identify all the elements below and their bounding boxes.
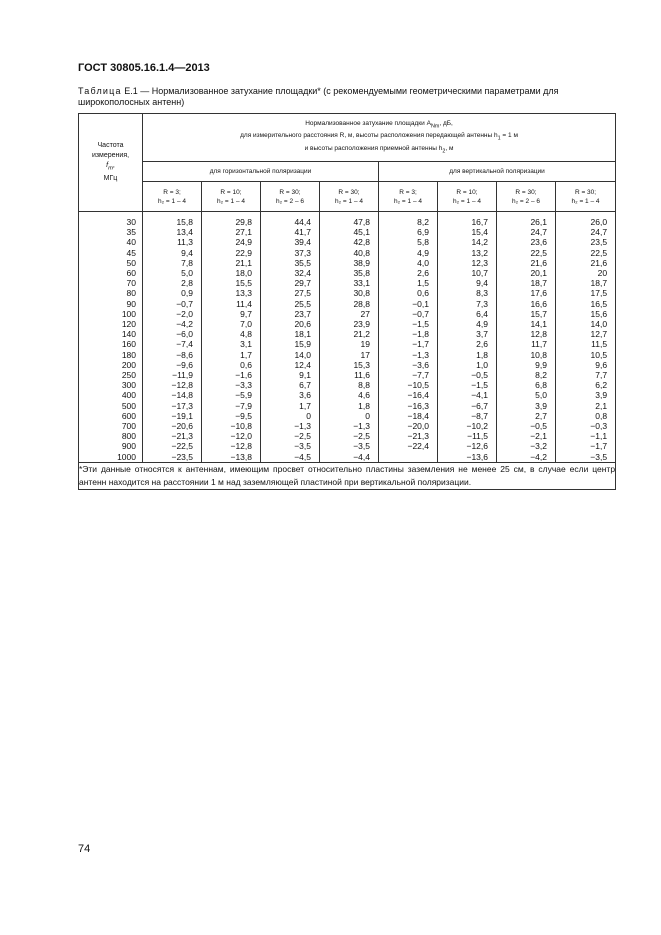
attenuation-cell: 23,9 — [320, 319, 379, 329]
attenuation-main-header: Нормализованное затухание площадки $A_{Nm}$, дБ, для измерительного расстояния R, м, высоты расположения передающей антенны $h_1 = 1$ м и высоты расположения приемной антенны $h_2$, м — [143, 114, 616, 162]
attenuation-cell: −2,1 — [497, 431, 556, 441]
attenuation-cell: 11,5 — [556, 339, 616, 349]
attenuation-cell: 41,7 — [261, 227, 320, 237]
attenuation-cell: 2,6 — [438, 339, 497, 349]
attenuation-cell: −0,5 — [438, 370, 497, 380]
attenuation-cell: 16,5 — [556, 299, 616, 309]
frequency-cell: 70 — [79, 278, 143, 288]
attenuation-cell: −19,1 — [143, 411, 202, 421]
table-row — [79, 370, 616, 380]
attenuation-cell: 4,9 — [438, 319, 497, 329]
table-row — [79, 360, 616, 370]
attenuation-cell: −6,7 — [438, 401, 497, 411]
attenuation-cell: 9,1 — [261, 370, 320, 380]
attenuation-cell: 47,8 — [320, 212, 379, 228]
attenuation-cell: 44,4 — [261, 212, 320, 228]
attenuation-cell: −18,4 — [379, 411, 438, 421]
attenuation-cell: 7,8 — [143, 258, 202, 268]
attenuation-cell: −2,5 — [320, 431, 379, 441]
attenuation-cell: −21,3 — [143, 431, 202, 441]
attenuation-cell: 15,3 — [320, 360, 379, 370]
attenuation-table — [78, 113, 616, 490]
attenuation-cell: 0 — [261, 411, 320, 421]
attenuation-cell: 16,6 — [497, 299, 556, 309]
attenuation-cell: −16,4 — [379, 390, 438, 400]
attenuation-cell: −3,5 — [320, 441, 379, 451]
attenuation-cell: 0,9 — [143, 288, 202, 298]
attenuation-cell: 16,7 — [438, 212, 497, 228]
table-row — [79, 278, 616, 288]
attenuation-cell: −3,5 — [556, 452, 616, 463]
attenuation-cell: 17,5 — [556, 288, 616, 298]
attenuation-cell: 4,0 — [379, 258, 438, 268]
attenuation-cell: −22,5 — [143, 441, 202, 451]
attenuation-cell: 15,5 — [202, 278, 261, 288]
frequency-cell: 80 — [79, 288, 143, 298]
attenuation-cell: −7,4 — [143, 339, 202, 349]
attenuation-cell: 15,6 — [556, 309, 616, 319]
attenuation-cell: −4,2 — [497, 452, 556, 463]
attenuation-cell: −12,6 — [438, 441, 497, 451]
attenuation-cell: 23,6 — [497, 237, 556, 247]
attenuation-cell: 12,4 — [261, 360, 320, 370]
attenuation-cell: 7,3 — [438, 299, 497, 309]
attenuation-cell: 14,0 — [261, 350, 320, 360]
attenuation-cell: 11,7 — [497, 339, 556, 349]
document-header: ГОСТ 30805.16.1.4—2013 — [78, 62, 210, 74]
attenuation-cell: 10,8 — [497, 350, 556, 360]
attenuation-cell — [379, 452, 438, 463]
frequency-cell: 60 — [79, 268, 143, 278]
attenuation-cell: 12,8 — [497, 329, 556, 339]
attenuation-cell: 5,0 — [143, 268, 202, 278]
attenuation-cell: 24,7 — [556, 227, 616, 237]
attenuation-cell: 8,8 — [320, 380, 379, 390]
attenuation-cell: 11,4 — [202, 299, 261, 309]
attenuation-cell: 24,7 — [497, 227, 556, 237]
attenuation-cell: 24,9 — [202, 237, 261, 247]
table-row — [79, 268, 616, 278]
attenuation-cell: −20,6 — [143, 421, 202, 431]
attenuation-cell: −0,1 — [379, 299, 438, 309]
attenuation-cell: 45,1 — [320, 227, 379, 237]
attenuation-cell: 42,8 — [320, 237, 379, 247]
frequency-cell: 90 — [79, 299, 143, 309]
table-row — [79, 329, 616, 339]
frequency-cell: 500 — [79, 401, 143, 411]
attenuation-cell: 9,4 — [143, 248, 202, 258]
attenuation-cell: 5,8 — [379, 237, 438, 247]
attenuation-cell: 8,3 — [438, 288, 497, 298]
attenuation-cell: −9,5 — [202, 411, 261, 421]
table-row — [79, 441, 616, 451]
attenuation-cell: 13,2 — [438, 248, 497, 258]
table-caption-text: Е.1 — Нормализованное затухание площадки* (с рекомендуемыми геометрическими параметрами для широкополосных антенн) — [78, 86, 559, 107]
attenuation-cell: 18,1 — [261, 329, 320, 339]
attenuation-cell: −4,5 — [261, 452, 320, 463]
attenuation-cell: 4,9 — [379, 248, 438, 258]
attenuation-cell: −17,3 — [143, 401, 202, 411]
attenuation-cell: −12,0 — [202, 431, 261, 441]
attenuation-cell: 28,8 — [320, 299, 379, 309]
attenuation-cell: −6,0 — [143, 329, 202, 339]
frequency-cell: 600 — [79, 411, 143, 421]
attenuation-cell: −16,3 — [379, 401, 438, 411]
attenuation-cell: −11,5 — [438, 431, 497, 441]
attenuation-cell: 6,4 — [438, 309, 497, 319]
attenuation-cell: 0 — [320, 411, 379, 421]
attenuation-cell: −23,5 — [143, 452, 202, 463]
attenuation-cell: 21,2 — [320, 329, 379, 339]
frequency-cell: 180 — [79, 350, 143, 360]
attenuation-cell: −4,4 — [320, 452, 379, 463]
attenuation-cell: −1,3 — [261, 421, 320, 431]
sub-column-header: R = 30; h₂ = 2 – 6 — [497, 182, 556, 212]
attenuation-cell: −11,9 — [143, 370, 202, 380]
attenuation-cell: 17 — [320, 350, 379, 360]
sub-column-header: R = 30; h₂ = 1 – 4 — [320, 182, 379, 212]
attenuation-cell: −8,7 — [438, 411, 497, 421]
attenuation-cell: 10,5 — [556, 350, 616, 360]
attenuation-cell: −0,5 — [497, 421, 556, 431]
table-row — [79, 431, 616, 441]
attenuation-cell: −8,6 — [143, 350, 202, 360]
attenuation-cell: −14,8 — [143, 390, 202, 400]
attenuation-cell: −10,8 — [202, 421, 261, 431]
attenuation-cell: 1,0 — [438, 360, 497, 370]
attenuation-cell: 11,6 — [320, 370, 379, 380]
attenuation-cell: 20,1 — [497, 268, 556, 278]
attenuation-cell: −1,3 — [320, 421, 379, 431]
attenuation-cell: 5,0 — [497, 390, 556, 400]
attenuation-cell: 1,7 — [261, 401, 320, 411]
attenuation-cell: 9,9 — [497, 360, 556, 370]
attenuation-cell: 33,1 — [320, 278, 379, 288]
attenuation-cell: 12,7 — [556, 329, 616, 339]
attenuation-cell: 27,1 — [202, 227, 261, 237]
frequency-cell: 900 — [79, 441, 143, 451]
attenuation-cell: 0,6 — [202, 360, 261, 370]
frequency-cell: 1000 — [79, 452, 143, 463]
attenuation-cell: 7,0 — [202, 319, 261, 329]
attenuation-cell: 15,8 — [143, 212, 202, 228]
attenuation-cell: −7,9 — [202, 401, 261, 411]
frequency-cell: 40 — [79, 237, 143, 247]
attenuation-cell: −3,2 — [497, 441, 556, 451]
table-caption — [78, 86, 614, 108]
attenuation-cell: −1,6 — [202, 370, 261, 380]
attenuation-cell: 15,4 — [438, 227, 497, 237]
attenuation-cell: 1,8 — [320, 401, 379, 411]
attenuation-cell: 2,6 — [379, 268, 438, 278]
table-row — [79, 339, 616, 349]
attenuation-cell: 3,9 — [556, 390, 616, 400]
sub-column-header: R = 3; h₂ = 1 – 4 — [143, 182, 202, 212]
attenuation-cell: 15,9 — [261, 339, 320, 349]
attenuation-cell: −1,7 — [556, 441, 616, 451]
frequency-cell: 140 — [79, 329, 143, 339]
attenuation-cell: 29,7 — [261, 278, 320, 288]
table-row — [79, 258, 616, 268]
attenuation-cell: 18,7 — [556, 278, 616, 288]
attenuation-cell: 8,2 — [379, 212, 438, 228]
frequency-cell: 30 — [79, 212, 143, 228]
attenuation-cell: −1,8 — [379, 329, 438, 339]
attenuation-cell: 38,9 — [320, 258, 379, 268]
table-row — [79, 390, 616, 400]
attenuation-cell: 21,6 — [556, 258, 616, 268]
attenuation-cell: 13,4 — [143, 227, 202, 237]
attenuation-cell: −21,3 — [379, 431, 438, 441]
attenuation-cell: 6,2 — [556, 380, 616, 390]
attenuation-cell: 15,7 — [497, 309, 556, 319]
attenuation-cell: 0,8 — [556, 411, 616, 421]
frequency-cell: 250 — [79, 370, 143, 380]
table-row — [79, 212, 616, 228]
attenuation-cell: 35,5 — [261, 258, 320, 268]
attenuation-cell: 2,1 — [556, 401, 616, 411]
attenuation-cell: 0,6 — [379, 288, 438, 298]
sub-column-header: R = 3; h₂ = 1 – 4 — [379, 182, 438, 212]
sub-column-header: R = 10; h₂ = 1 – 4 — [438, 182, 497, 212]
attenuation-cell: 20,6 — [261, 319, 320, 329]
attenuation-cell: 9,4 — [438, 278, 497, 288]
attenuation-cell: 2,8 — [143, 278, 202, 288]
table-row — [79, 380, 616, 390]
attenuation-cell: 19 — [320, 339, 379, 349]
attenuation-cell: 1,7 — [202, 350, 261, 360]
frequency-cell: 700 — [79, 421, 143, 431]
attenuation-cell: −12,8 — [143, 380, 202, 390]
attenuation-cell: 2,7 — [497, 411, 556, 421]
attenuation-cell: 3,7 — [438, 329, 497, 339]
frequency-cell: 120 — [79, 319, 143, 329]
attenuation-cell: 9,6 — [556, 360, 616, 370]
frequency-cell: 45 — [79, 248, 143, 258]
attenuation-cell: −13,6 — [438, 452, 497, 463]
attenuation-cell: −1,5 — [379, 319, 438, 329]
attenuation-cell: −10,2 — [438, 421, 497, 431]
attenuation-cell: 3,6 — [261, 390, 320, 400]
attenuation-cell: 27 — [320, 309, 379, 319]
attenuation-cell: 4,8 — [202, 329, 261, 339]
table-row — [79, 299, 616, 309]
attenuation-cell: 39,4 — [261, 237, 320, 247]
table-row — [79, 401, 616, 411]
attenuation-cell: 21,6 — [497, 258, 556, 268]
frequency-header: Частота измерения, $f_m$, МГц — [79, 114, 143, 212]
frequency-cell: 300 — [79, 380, 143, 390]
attenuation-cell: −1,7 — [379, 339, 438, 349]
table-caption-prefix: Таблица — [78, 86, 122, 96]
attenuation-cell: 22,9 — [202, 248, 261, 258]
attenuation-cell: 14,0 — [556, 319, 616, 329]
attenuation-cell: 32,4 — [261, 268, 320, 278]
attenuation-cell: −3,3 — [202, 380, 261, 390]
attenuation-cell: 26,0 — [556, 212, 616, 228]
table-row — [79, 309, 616, 319]
attenuation-cell: −12,8 — [202, 441, 261, 451]
page-number: 74 — [78, 843, 91, 855]
attenuation-cell: 40,8 — [320, 248, 379, 258]
attenuation-cell: −4,2 — [143, 319, 202, 329]
attenuation-cell: 1,8 — [438, 350, 497, 360]
attenuation-cell: 26,1 — [497, 212, 556, 228]
attenuation-cell: 14,1 — [497, 319, 556, 329]
frequency-cell: 35 — [79, 227, 143, 237]
attenuation-cell: 29,8 — [202, 212, 261, 228]
attenuation-cell: 1,5 — [379, 278, 438, 288]
attenuation-cell: 27,5 — [261, 288, 320, 298]
attenuation-cell: 18,7 — [497, 278, 556, 288]
frequency-cell: 200 — [79, 360, 143, 370]
attenuation-cell: −3,6 — [379, 360, 438, 370]
attenuation-cell: 10,7 — [438, 268, 497, 278]
attenuation-cell: −0,3 — [556, 421, 616, 431]
attenuation-cell: 11,3 — [143, 237, 202, 247]
attenuation-cell: −0,7 — [143, 299, 202, 309]
frequency-cell: 50 — [79, 258, 143, 268]
attenuation-cell: 7,7 — [556, 370, 616, 380]
vertical-polarization-header: для вертикальной поляризации — [379, 162, 616, 182]
attenuation-cell: 17,6 — [497, 288, 556, 298]
attenuation-cell: 4,6 — [320, 390, 379, 400]
attenuation-cell: −13,8 — [202, 452, 261, 463]
attenuation-cell: −1,1 — [556, 431, 616, 441]
sub-column-header: R = 30; h₂ = 2 – 6 — [261, 182, 320, 212]
attenuation-cell: 8,2 — [497, 370, 556, 380]
table-row — [79, 227, 616, 237]
attenuation-cell: 12,3 — [438, 258, 497, 268]
attenuation-cell: 23,7 — [261, 309, 320, 319]
attenuation-cell: −1,3 — [379, 350, 438, 360]
attenuation-cell: 35,8 — [320, 268, 379, 278]
attenuation-cell: 25,5 — [261, 299, 320, 309]
attenuation-cell: −0,7 — [379, 309, 438, 319]
table-row — [79, 237, 616, 247]
table-row — [79, 350, 616, 360]
attenuation-cell: −2,0 — [143, 309, 202, 319]
sub-column-header: R = 30; h₂ = 1 – 4 — [556, 182, 616, 212]
sub-column-header: R = 10; h₂ = 1 – 4 — [202, 182, 261, 212]
attenuation-cell: 22,5 — [497, 248, 556, 258]
attenuation-cell: 3,1 — [202, 339, 261, 349]
attenuation-cell: −3,5 — [261, 441, 320, 451]
attenuation-cell: 18,0 — [202, 268, 261, 278]
attenuation-cell: −2,5 — [261, 431, 320, 441]
attenuation-cell: 3,9 — [497, 401, 556, 411]
attenuation-cell: −20,0 — [379, 421, 438, 431]
attenuation-cell: −4,1 — [438, 390, 497, 400]
attenuation-cell: −10,5 — [379, 380, 438, 390]
table-row — [79, 452, 616, 463]
attenuation-cell: 6,8 — [497, 380, 556, 390]
attenuation-cell: −22,4 — [379, 441, 438, 451]
frequency-cell: 800 — [79, 431, 143, 441]
attenuation-cell: 9,7 — [202, 309, 261, 319]
attenuation-cell: 23,5 — [556, 237, 616, 247]
attenuation-cell: 14,2 — [438, 237, 497, 247]
attenuation-cell: 30,8 — [320, 288, 379, 298]
attenuation-cell: 6,9 — [379, 227, 438, 237]
table-row — [79, 411, 616, 421]
frequency-cell: 160 — [79, 339, 143, 349]
attenuation-cell: 21,1 — [202, 258, 261, 268]
frequency-cell: 400 — [79, 390, 143, 400]
attenuation-cell: −5,9 — [202, 390, 261, 400]
attenuation-cell: −9,6 — [143, 360, 202, 370]
table-row — [79, 421, 616, 431]
table-row — [79, 248, 616, 258]
table-row — [79, 319, 616, 329]
table-row — [79, 288, 616, 298]
attenuation-cell: 37,3 — [261, 248, 320, 258]
attenuation-cell: 13,3 — [202, 288, 261, 298]
attenuation-cell: 6,7 — [261, 380, 320, 390]
attenuation-cell: 22,5 — [556, 248, 616, 258]
attenuation-cell: 20 — [556, 268, 616, 278]
frequency-cell: 100 — [79, 309, 143, 319]
attenuation-cell: −7,7 — [379, 370, 438, 380]
attenuation-cell: −1,5 — [438, 380, 497, 390]
table-footnote: *Эти данные относятся к антеннам, имеющим просвет относительно пластины заземления не менее 25 см, в случае если центр антенн находится на расстоянии 1 м над заземляющей пластиной при вертикальной поляризации. — [79, 462, 616, 489]
horizontal-polarization-header: для горизонтальной поляризации — [143, 162, 379, 182]
